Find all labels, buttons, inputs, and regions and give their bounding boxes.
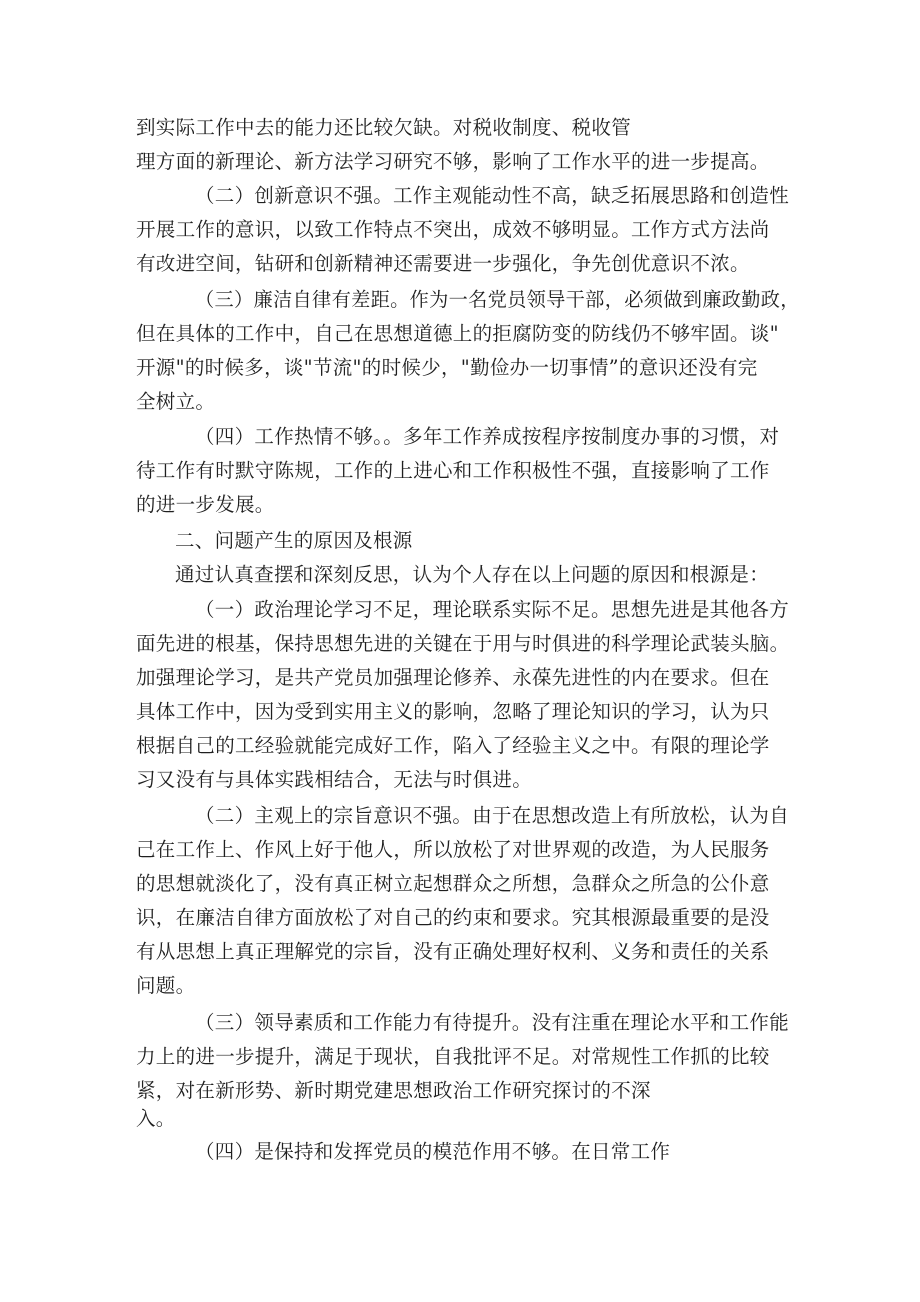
text-line: 到实际工作中去的能力还比较欠缺。对税收制度、税收管 bbox=[136, 116, 632, 139]
paragraph-start-line: （三）廉洁自律有差距。作为一名党员领导干部，必须做到廉政勤政， bbox=[195, 288, 800, 311]
paragraph-start-line: （二）创新意识不强。工作主观能动性不高，缺乏拓展思路和创造性 bbox=[195, 184, 790, 207]
text-line: 理方面的新理论、新方法学习研究不够，影响了工作水平的进一步提高。 bbox=[136, 150, 770, 173]
paragraph-start-line: （一）政治理论学习不足，理论联系实际不足。思想先进是其他各方 bbox=[195, 598, 790, 621]
text-line: 的进一步发展。 bbox=[136, 493, 275, 516]
text-line: 面先进的根基，保持思想先进的关键在于用与时俱进的科学理论武装头脑。 bbox=[136, 632, 790, 655]
paragraph-start-line: （三）领导素质和工作能力有待提升。没有注重在理论水平和工作能 bbox=[195, 1011, 790, 1034]
text-line: 加强理论学习，是共产党员加强理论修养、永葆先进性的内在要求。但在 bbox=[136, 666, 770, 689]
text-line: 待工作有时默守陈规，工作的上进心和工作积极性不强，直接影响了工作 bbox=[136, 459, 770, 482]
text-line: 紧，对在新形势、新时期党建思想政治工作研究探讨的不深 bbox=[136, 1079, 651, 1102]
text-line: 识，在廉洁自律方面放松了对自己的约束和要求。究其根源最重要的是没 bbox=[136, 906, 770, 929]
text-line: 根据自己的工经验就能完成好工作，陷入了经验主义之中。有限的理论学 bbox=[136, 734, 770, 757]
text-line: 有从思想上真正理解党的宗旨，没有正确处理好权利、义务和责任的关系 bbox=[136, 940, 770, 963]
text-line: 问题。 bbox=[136, 974, 196, 997]
text-line: 力上的进一步提升，满足于现状，自我批评不足。对常规性工作抓的比较 bbox=[136, 1045, 770, 1068]
text-line: 开展工作的意识，以致工作特点不突出，成效不够明显。工作方式方法尚 bbox=[136, 218, 770, 241]
text-line: 己在工作上、作风上好于他人，所以放松了对世界观的改造，为人民服务 bbox=[136, 838, 770, 861]
text-line: 入。 bbox=[136, 1107, 176, 1130]
text-line: 习又没有与具体实践相结合，无法与时俱进。 bbox=[136, 768, 533, 791]
section-heading: 二、问题产生的原因及根源 bbox=[175, 529, 413, 552]
text-line: 具体工作中，因为受到实用主义的影响，忽略了理论知识的学习，认为只 bbox=[136, 700, 770, 723]
text-line: 但在具体的工作中，自己在思想道德上的拒腐防变的防线仍不够牢固。谈" bbox=[136, 322, 779, 345]
paragraph-start-line: （四）是保持和发挥党员的模范作用不够。在日常工作 bbox=[195, 1140, 671, 1163]
paragraph-start-line: （二）主观上的宗旨意识不强。由于在思想改造上有所放松，认为自 bbox=[195, 804, 790, 827]
text-line: 全树立。 bbox=[136, 390, 216, 413]
paragraph-start-line: 通过认真查摆和深刻反思，认为个人存在以上问题的原因和根源是： bbox=[175, 563, 770, 586]
text-line: 的思想就淡化了，没有真正树立起想群众之所想，急群众之所急的公仆意 bbox=[136, 872, 770, 895]
paragraph-start-line: （四）工作热情不够。。多年工作养成按程序按制度办事的习惯，对 bbox=[195, 425, 780, 448]
text-line: 开源"的时候多，谈"节流"的时候少，"勤俭办一切事情”的意识还没有完 bbox=[136, 356, 758, 379]
text-line: 有改进空间，钻研和创新精神还需要进一步强化，争先创优意识不浓。 bbox=[136, 252, 750, 275]
